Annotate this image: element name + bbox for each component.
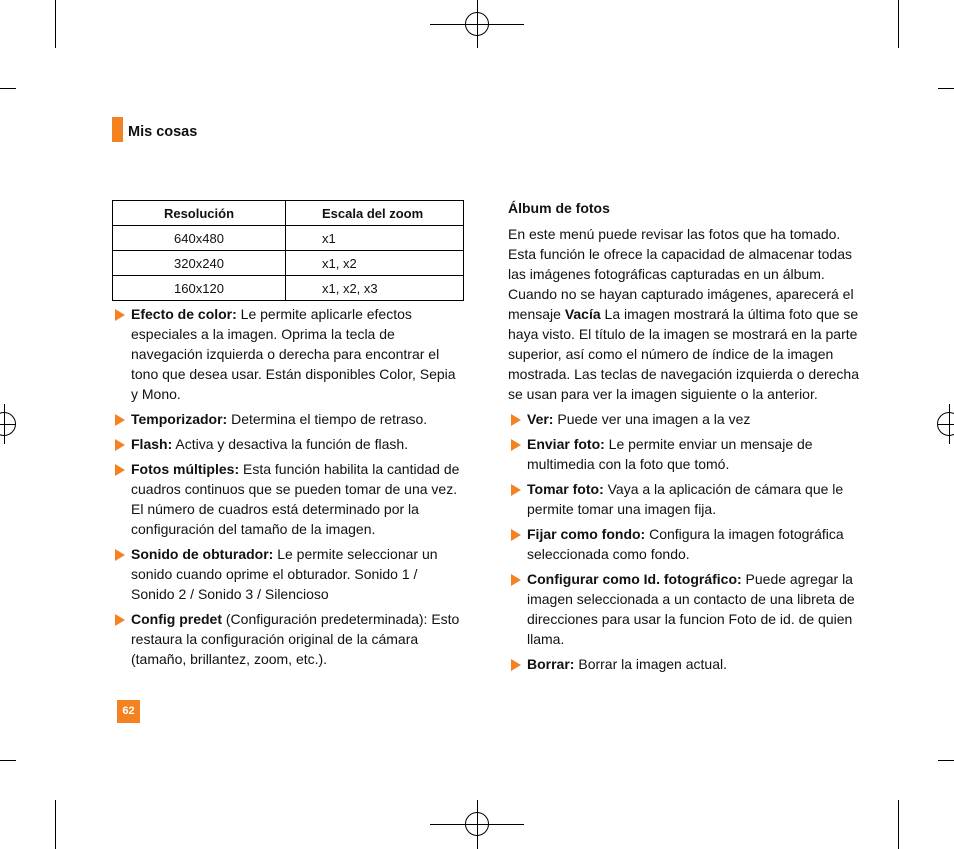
item-label: Efecto de color: bbox=[131, 306, 237, 322]
triangle-bullet-icon bbox=[115, 439, 125, 451]
right-column bbox=[508, 198, 860, 679]
list-item bbox=[112, 434, 462, 454]
list-item bbox=[112, 544, 462, 604]
item-text: Vaya a la aplicación de cámara que le permite tomar una imagen fija. bbox=[527, 481, 844, 517]
item-text: Le permite aplicarle efectos especiales a la imagen. Oprima la tecla de navegación izquierda o derecha para encontrar el tono que desea usar. Están disponibles Color, Sepia y Mono. bbox=[131, 306, 456, 402]
triangle-bullet-icon bbox=[511, 439, 521, 451]
list-item bbox=[508, 434, 860, 474]
crop-mark-bottom-left-h bbox=[0, 760, 16, 761]
item-label: Enviar foto: bbox=[527, 436, 605, 452]
table-row bbox=[113, 251, 464, 276]
list-item bbox=[508, 569, 860, 649]
triangle-bullet-icon bbox=[511, 414, 521, 426]
section-title: Mis cosas bbox=[128, 124, 198, 140]
zoom-scale-table bbox=[112, 200, 464, 301]
list-item bbox=[508, 409, 860, 429]
triangle-bullet-icon bbox=[511, 659, 521, 671]
item-text: (Configuración predeterminada): Esto restaura la configuración original de la cámara (tamaño, brillantez, zoom, etc.). bbox=[131, 611, 460, 667]
triangle-bullet-icon bbox=[115, 309, 125, 321]
list-item bbox=[508, 654, 860, 674]
item-label: Fijar como fondo: bbox=[527, 526, 646, 542]
list-item bbox=[508, 524, 860, 564]
item-text: Determina el tiempo de retraso. bbox=[227, 411, 428, 427]
item-text: Configura la imagen fotográfica seleccionada como fondo. bbox=[527, 526, 844, 562]
table-header-row bbox=[113, 201, 464, 226]
crop-mark-bottom-right-h bbox=[938, 760, 954, 761]
item-label: Fotos múltiples: bbox=[131, 461, 240, 477]
item-label: Flash: bbox=[131, 436, 173, 452]
table-row bbox=[113, 276, 464, 301]
item-label: Ver: bbox=[527, 411, 554, 427]
item-text: Esta función habilita la cantidad de cuadros continuos que se pueden tomar de una vez. El número de cuadros está determinado por la configuración del tamaño de la imagen. bbox=[131, 461, 460, 537]
table-row bbox=[113, 226, 464, 251]
item-text: Puede ver una imagen a la vez bbox=[553, 411, 751, 427]
list-item bbox=[112, 459, 462, 539]
list-item bbox=[112, 304, 462, 404]
list-item bbox=[112, 409, 462, 429]
list-item bbox=[508, 479, 860, 519]
item-label: Sonido de obturador: bbox=[131, 546, 274, 562]
album-intro-bold: Vacía bbox=[564, 306, 601, 322]
item-text: Puede agregar la imagen seleccionada a un contacto de una libreta de direcciones para usar la funcion Foto de id. de quien llama. bbox=[527, 571, 855, 647]
triangle-bullet-icon bbox=[511, 529, 521, 541]
album-intro bbox=[508, 224, 860, 404]
table-cell-zoom: x1, x2 bbox=[286, 251, 464, 276]
crop-mark-top-right-h bbox=[938, 88, 954, 89]
triangle-bullet-icon bbox=[115, 549, 125, 561]
item-text: Le permite seleccionar un sonido cuando oprime el obturador. Sonido 1 / Sonido 2 / Sonido 3 / Silencioso bbox=[131, 546, 438, 602]
table-cell-zoom: x1 bbox=[286, 226, 464, 251]
list-item bbox=[112, 609, 462, 669]
table-header-resolution: Resolución bbox=[113, 201, 286, 226]
table-cell-resolution: 160x120 bbox=[113, 276, 286, 301]
left-column bbox=[112, 304, 462, 674]
album-intro-part2: La imagen mostrará la última foto que se haya visto. El título de la imagen se mostrará en la parte superior, así como el número de índice de la imagen mostrada. Las teclas de navegación izquierda o derecha se usan para ver la imagen siguiente o la anterior. bbox=[508, 306, 859, 402]
crop-mark-bottom-left-v bbox=[55, 800, 56, 849]
item-text: Le permite enviar un mensaje de multimedia con la foto que tomó. bbox=[527, 436, 813, 472]
triangle-bullet-icon bbox=[511, 574, 521, 586]
item-text: Borrar la imagen actual. bbox=[574, 656, 727, 672]
item-label: Borrar: bbox=[527, 656, 575, 672]
section-tab-marker bbox=[112, 117, 123, 142]
triangle-bullet-icon bbox=[115, 414, 125, 426]
page-number: 62 bbox=[117, 700, 140, 723]
item-label: Temporizador: bbox=[131, 411, 228, 427]
item-label: Tomar foto: bbox=[527, 481, 604, 497]
table-header-zoom: Escala del zoom bbox=[286, 201, 464, 226]
table-cell-zoom: x1, x2, x3 bbox=[286, 276, 464, 301]
triangle-bullet-icon bbox=[115, 614, 125, 626]
crop-mark-top-right-v bbox=[898, 0, 899, 48]
table-cell-resolution: 320x240 bbox=[113, 251, 286, 276]
item-label: Configurar como Id. fotográfico: bbox=[527, 571, 742, 587]
crop-mark-bottom-right-v bbox=[898, 800, 899, 849]
item-text: Activa y desactiva la función de flash. bbox=[172, 436, 409, 452]
table-cell-resolution: 640x480 bbox=[113, 226, 286, 251]
triangle-bullet-icon bbox=[115, 464, 125, 476]
item-label: Config predet bbox=[131, 611, 222, 627]
triangle-bullet-icon bbox=[511, 484, 521, 496]
crop-mark-top-left-h bbox=[0, 88, 16, 89]
album-heading: Álbum de fotos bbox=[508, 200, 610, 216]
crop-mark-top-left-v bbox=[55, 0, 56, 48]
album-intro-part1: En este menú puede revisar las fotos que ha tomado. Esta función le ofrece la capacidad de almacenar todas las imágenes fotográficas capturadas en un álbum. Cuando no se hayan capturado imágenes, aparecerá el mensaje bbox=[508, 226, 854, 322]
